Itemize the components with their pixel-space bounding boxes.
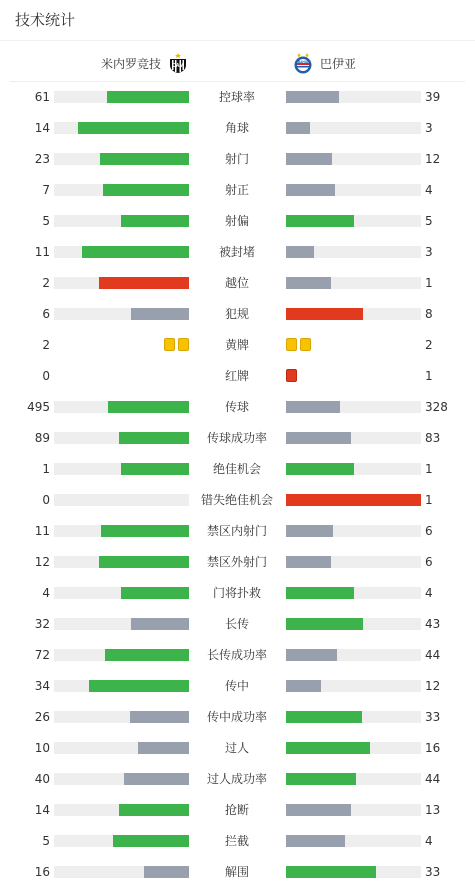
red-card-icon (286, 369, 297, 382)
stat-label: 被封堵 (218, 245, 255, 259)
home-stat-bar (54, 463, 189, 475)
home-stat-bar-fill (119, 804, 189, 816)
home-stat-bar-fill (101, 525, 189, 537)
away-stat-bar (286, 277, 421, 289)
away-stat-bar (286, 649, 421, 661)
stat-label: 禁区内射门 (206, 524, 267, 538)
stat-row (0, 335, 475, 355)
home-stat-bar-fill (82, 246, 189, 258)
away-stat-bar (286, 308, 421, 320)
stat-label: 绝佳机会 (212, 462, 261, 476)
home-stat-value: 11 (34, 245, 50, 259)
away-cards (286, 369, 297, 382)
stat-row (0, 180, 475, 200)
stat-row (0, 118, 475, 138)
bahia-crest-icon (292, 52, 314, 74)
stat-label: 过人 (224, 741, 249, 755)
home-stat-bar (54, 556, 189, 568)
away-stat-value: 3 (425, 121, 433, 135)
home-stat-value: 6 (42, 307, 50, 321)
away-stat-value: 4 (425, 586, 433, 600)
home-stat-bar-fill (103, 184, 189, 196)
away-stat-bar (286, 153, 421, 165)
away-stat-bar (286, 91, 421, 103)
away-stat-value: 33 (425, 865, 441, 879)
home-team[interactable] (101, 52, 189, 74)
home-stat-bar (54, 835, 189, 847)
home-stat-value: 40 (34, 772, 50, 786)
stat-label: 黄牌 (224, 338, 249, 352)
yellow-card-icon (300, 338, 311, 351)
stat-row (0, 87, 475, 107)
home-stat-value: 11 (34, 524, 50, 538)
atletico-mineiro-crest-icon (167, 52, 189, 74)
away-stat-bar-fill (286, 91, 339, 103)
yellow-card-icon (164, 338, 175, 351)
away-stat-value: 43 (425, 617, 441, 631)
home-stat-value: 495 (27, 400, 50, 414)
home-stat-bar (54, 308, 189, 320)
stat-row (0, 676, 475, 696)
away-stat-value: 6 (425, 555, 433, 569)
home-stat-bar-fill (119, 432, 189, 444)
stat-label: 解围 (224, 865, 249, 879)
away-stat-bar-fill (286, 711, 362, 723)
home-stat-bar-fill (113, 835, 189, 847)
home-stat-value: 7 (42, 183, 50, 197)
away-stat-value: 1 (425, 462, 433, 476)
home-stat-bar-fill (99, 277, 189, 289)
stat-row (0, 614, 475, 634)
away-stat-bar (286, 773, 421, 785)
home-stat-bar (54, 804, 189, 816)
home-stat-bar (54, 122, 189, 134)
stat-row (0, 769, 475, 789)
away-stat-bar-fill (286, 463, 354, 475)
home-stat-value: 34 (34, 679, 50, 693)
stat-label: 控球率 (218, 90, 255, 104)
home-stat-bar-fill (100, 153, 189, 165)
away-stat-bar-fill (286, 246, 314, 258)
home-stat-bar-fill (105, 649, 189, 661)
home-stat-value: 2 (42, 276, 50, 290)
stat-label: 射正 (224, 183, 249, 197)
header-divider (10, 81, 465, 82)
stat-row (0, 211, 475, 231)
page-title: 技术统计 (15, 11, 76, 29)
away-stat-bar-fill (286, 494, 421, 506)
away-stat-value: 1 (425, 493, 433, 507)
home-stat-bar-fill (121, 215, 189, 227)
away-stat-bar (286, 122, 421, 134)
away-stat-value: 2 (425, 338, 433, 352)
away-stat-bar (286, 587, 421, 599)
home-stat-value: 5 (42, 834, 50, 848)
away-stat-value: 1 (425, 369, 433, 383)
away-stat-value: 8 (425, 307, 433, 321)
away-stat-bar-fill (286, 153, 332, 165)
away-stat-bar (286, 680, 421, 692)
away-stat-value: 16 (425, 741, 441, 755)
home-team-name: 米内罗竞技 (101, 56, 162, 71)
away-stat-value: 4 (425, 183, 433, 197)
away-stat-value: 12 (425, 679, 441, 693)
stat-row (0, 707, 475, 727)
away-stat-value: 33 (425, 710, 441, 724)
home-stat-bar-fill (131, 308, 189, 320)
home-stat-bar (54, 277, 189, 289)
away-stat-bar (286, 556, 421, 568)
home-stat-bar-fill (89, 680, 189, 692)
away-cards (286, 338, 311, 351)
away-stat-bar-fill (286, 835, 345, 847)
home-stat-bar-fill (144, 866, 189, 878)
away-stat-value: 13 (425, 803, 441, 817)
home-stat-value: 12 (34, 555, 50, 569)
stat-label: 拦截 (224, 834, 249, 848)
stat-row (0, 583, 475, 603)
home-stat-bar-fill (124, 773, 189, 785)
away-stat-bar-fill (286, 277, 331, 289)
home-stat-bar (54, 432, 189, 444)
away-stat-bar (286, 432, 421, 444)
stat-row (0, 738, 475, 758)
away-stat-bar-fill (286, 525, 333, 537)
home-stat-bar (54, 680, 189, 692)
home-stat-bar-fill (121, 463, 189, 475)
stat-row (0, 862, 475, 882)
home-stat-bar (54, 711, 189, 723)
home-stat-value: 32 (34, 617, 50, 631)
stat-row (0, 521, 475, 541)
stat-row (0, 490, 475, 510)
stat-label: 传球成功率 (206, 431, 267, 445)
yellow-card-icon (286, 338, 297, 351)
home-stat-value: 16 (34, 865, 50, 879)
home-stat-bar (54, 525, 189, 537)
home-stat-bar-fill (107, 91, 189, 103)
home-stat-bar-fill (78, 122, 189, 134)
away-stat-value: 83 (425, 431, 441, 445)
away-stat-bar-fill (286, 401, 340, 413)
away-stat-bar (286, 494, 421, 506)
away-team[interactable] (292, 52, 356, 74)
away-stat-bar-fill (286, 804, 351, 816)
stat-row (0, 273, 475, 293)
stat-row (0, 149, 475, 169)
stat-row (0, 428, 475, 448)
home-stat-bar (54, 494, 189, 506)
away-stat-bar-fill (286, 215, 354, 227)
away-stat-bar-fill (286, 308, 363, 320)
stat-label: 传中成功率 (206, 710, 267, 724)
home-stat-bar (54, 649, 189, 661)
stat-label: 过人成功率 (206, 772, 267, 786)
away-stat-bar-fill (286, 618, 363, 630)
away-stat-value: 3 (425, 245, 433, 259)
stat-row (0, 304, 475, 324)
home-stat-value: 89 (34, 431, 50, 445)
home-stat-value: 5 (42, 214, 50, 228)
home-stat-value: 0 (42, 369, 50, 383)
stat-row (0, 645, 475, 665)
title-divider (0, 40, 475, 41)
stat-row (0, 552, 475, 572)
away-stat-value: 6 (425, 524, 433, 538)
home-stat-bar-fill (131, 618, 189, 630)
stat-label: 长传成功率 (206, 648, 267, 662)
stat-label: 长传 (224, 617, 249, 631)
home-stat-bar (54, 215, 189, 227)
yellow-card-icon (178, 338, 189, 351)
stat-label: 禁区外射门 (206, 555, 267, 569)
away-stat-bar (286, 711, 421, 723)
svg-text:BAHIA: BAHIA (297, 60, 309, 64)
stat-row (0, 459, 475, 479)
away-stat-bar-fill (286, 184, 335, 196)
away-stat-value: 5 (425, 214, 433, 228)
home-stat-bar (54, 153, 189, 165)
away-stat-bar (286, 525, 421, 537)
stat-row (0, 397, 475, 417)
home-stat-bar (54, 401, 189, 413)
home-stat-bar-fill (130, 711, 189, 723)
away-stat-value: 44 (425, 772, 441, 786)
home-stat-bar (54, 91, 189, 103)
home-stat-value: 23 (34, 152, 50, 166)
home-stat-bar (54, 618, 189, 630)
away-stat-bar (286, 618, 421, 630)
home-stat-value: 1 (42, 462, 50, 476)
away-stat-value: 1 (425, 276, 433, 290)
away-stat-bar (286, 215, 421, 227)
home-stat-value: 2 (42, 338, 50, 352)
away-stat-value: 39 (425, 90, 441, 104)
home-stat-value: 26 (34, 710, 50, 724)
away-stat-bar-fill (286, 556, 331, 568)
home-stat-bar (54, 246, 189, 258)
home-stat-value: 61 (34, 90, 50, 104)
stat-row (0, 831, 475, 851)
stat-label: 抢断 (224, 803, 249, 817)
stat-label: 门将扑救 (212, 586, 261, 600)
away-stat-bar-fill (286, 773, 356, 785)
away-stat-bar (286, 463, 421, 475)
stat-label: 传中 (224, 679, 249, 693)
home-stat-bar (54, 742, 189, 754)
stat-label: 射偏 (224, 214, 249, 228)
away-stat-bar-fill (286, 866, 376, 878)
away-stat-value: 44 (425, 648, 441, 662)
away-stat-bar (286, 742, 421, 754)
away-stat-bar (286, 835, 421, 847)
stat-label: 越位 (224, 276, 249, 290)
stat-row (0, 366, 475, 386)
home-stat-bar-fill (138, 742, 189, 754)
home-stat-value: 14 (34, 803, 50, 817)
home-stat-value: 0 (42, 493, 50, 507)
home-stat-value: 14 (34, 121, 50, 135)
stat-label: 犯规 (224, 307, 249, 321)
away-stat-bar-fill (286, 432, 351, 444)
home-stat-bar (54, 184, 189, 196)
stat-label: 错失绝佳机会 (200, 493, 273, 507)
away-stat-bar-fill (286, 649, 337, 661)
away-stat-bar (286, 866, 421, 878)
stat-label: 红牌 (224, 369, 249, 383)
away-stat-bar-fill (286, 122, 310, 134)
away-stat-bar (286, 401, 421, 413)
away-stat-value: 328 (425, 400, 448, 414)
home-stat-bar (54, 773, 189, 785)
stat-label: 角球 (224, 121, 249, 135)
home-cards (164, 338, 189, 351)
home-stat-value: 72 (34, 648, 50, 662)
away-stat-bar (286, 184, 421, 196)
away-stat-bar-fill (286, 587, 354, 599)
stat-label: 射门 (224, 152, 249, 166)
away-stat-value: 4 (425, 834, 433, 848)
home-stat-bar-fill (108, 401, 189, 413)
home-stat-bar (54, 587, 189, 599)
home-stat-value: 10 (34, 741, 50, 755)
home-stat-bar (54, 866, 189, 878)
away-stat-bar (286, 804, 421, 816)
stat-row (0, 242, 475, 262)
away-stat-bar (286, 246, 421, 258)
away-stat-value: 12 (425, 152, 441, 166)
away-stat-bar-fill (286, 742, 370, 754)
home-stat-value: 4 (42, 586, 50, 600)
away-stat-bar-fill (286, 680, 321, 692)
svg-text:CAM: CAM (172, 63, 184, 69)
home-stat-bar-fill (121, 587, 189, 599)
stat-label: 传球 (224, 400, 249, 414)
stat-row (0, 800, 475, 820)
away-team-name: 巴伊亚 (320, 56, 357, 71)
home-stat-bar-fill (99, 556, 189, 568)
